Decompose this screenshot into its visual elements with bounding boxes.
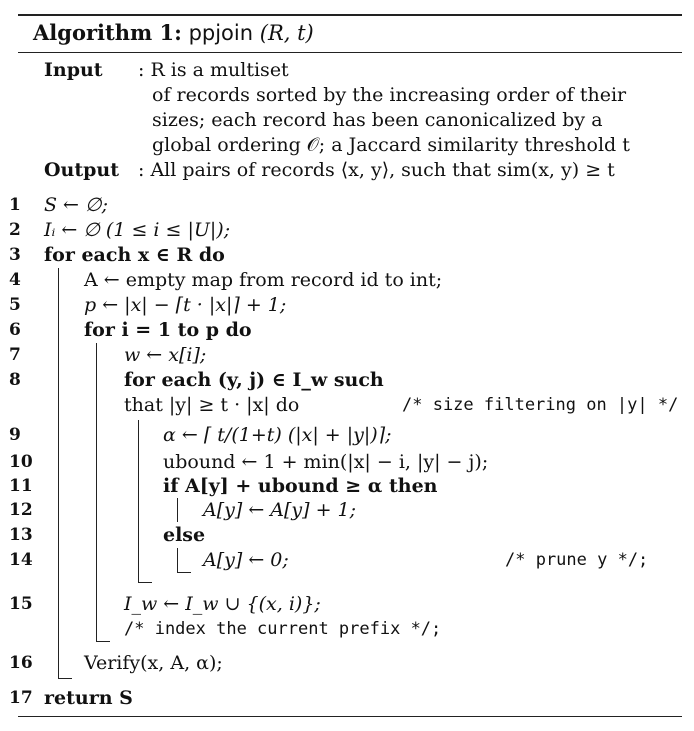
code-line: S ← ∅; [44, 194, 108, 216]
code-line: p ← |x| − ⌈t · |x|⌉ + 1; [84, 294, 287, 316]
input-line-2: of records sorted by the increasing order of their [152, 84, 627, 106]
line-number: 11 [9, 476, 33, 496]
code-line: Verify(x, A, α); [84, 652, 223, 674]
line-number: 16 [9, 653, 33, 673]
block-line-for-each-y [138, 420, 139, 582]
block-end-for-each-y [138, 582, 152, 583]
block-end-for-i [96, 641, 110, 642]
line-number: 5 [9, 295, 21, 315]
code-line: if A[y] + ubound ≥ α then [163, 475, 438, 497]
line-number: 12 [9, 500, 33, 520]
block-line-for-i [96, 343, 97, 641]
comment-size-filter: /* size filtering on |y| */ [402, 395, 679, 415]
line-number: 9 [9, 425, 21, 445]
block-line-then [177, 498, 178, 522]
line-number: 6 [9, 320, 21, 340]
line-number: 10 [9, 452, 33, 472]
block-end-else [177, 572, 191, 573]
block-end-for-each-x [58, 678, 72, 679]
input-line-1: : R is a multiset [138, 59, 289, 81]
output-label: Output [44, 159, 120, 181]
block-line-else [177, 548, 178, 572]
algorithm-title [33, 20, 314, 45]
code-line: w ← x[i]; [124, 344, 207, 366]
output-text: : All pairs of records ⟨x, y⟩, such that sim(x, y) ≥ t [138, 159, 615, 181]
code-line: for each (y, j) ∈ I_w such [124, 369, 384, 391]
line-number: 2 [9, 220, 21, 240]
algorithm-label: Algorithm 1: [33, 20, 182, 45]
code-line: for each x ∈ R do [44, 244, 225, 266]
code-line: Iᵢ ← ∅ (1 ≤ i ≤ |U|); [44, 219, 231, 241]
input-line-4: global ordering 𝒪; a Jaccard similarity threshold t [152, 134, 630, 156]
input-label: Input [44, 59, 103, 81]
input-line-3: sizes; each record has been canonicalized by a [152, 109, 603, 131]
code-line: A[y] ← 0; [203, 549, 289, 571]
code-line: return S [44, 687, 133, 709]
bottom-rule [18, 716, 682, 717]
code-line: A[y] ← A[y] + 1; [203, 499, 357, 521]
algorithm-name: ppjoin [188, 21, 254, 45]
line-number: 1 [9, 195, 21, 215]
line-number: 3 [9, 245, 21, 265]
algorithm-args: (R, t) [259, 21, 314, 45]
comment-prune: /* prune y */; [505, 550, 649, 570]
code-line: α ← ⌈ t/(1+t) (|x| + |y|)⌉; [163, 424, 392, 446]
line-number: 14 [9, 550, 33, 570]
code-line: A ← empty map from record id to int; [84, 269, 443, 291]
top-rule [18, 14, 682, 16]
title-rule [18, 52, 682, 53]
code-line: else [163, 524, 206, 546]
line-number: 7 [9, 345, 21, 365]
line-number: 15 [9, 594, 33, 614]
code-line: I_w ← I_w ∪ {(x, i)}; [124, 593, 321, 615]
code-line-continued: that |y| ≥ t · |x| do [124, 394, 300, 416]
line-number: 8 [9, 370, 21, 390]
code-line: for i = 1 to p do [84, 319, 252, 341]
line-number: 17 [9, 688, 33, 708]
block-line-for-each-x [58, 268, 59, 678]
comment-index-prefix: /* index the current prefix */; [124, 619, 442, 639]
line-number: 13 [9, 525, 33, 545]
code-line: ubound ← 1 + min(|x| − i, |y| − j); [163, 451, 489, 473]
line-number: 4 [9, 270, 21, 290]
